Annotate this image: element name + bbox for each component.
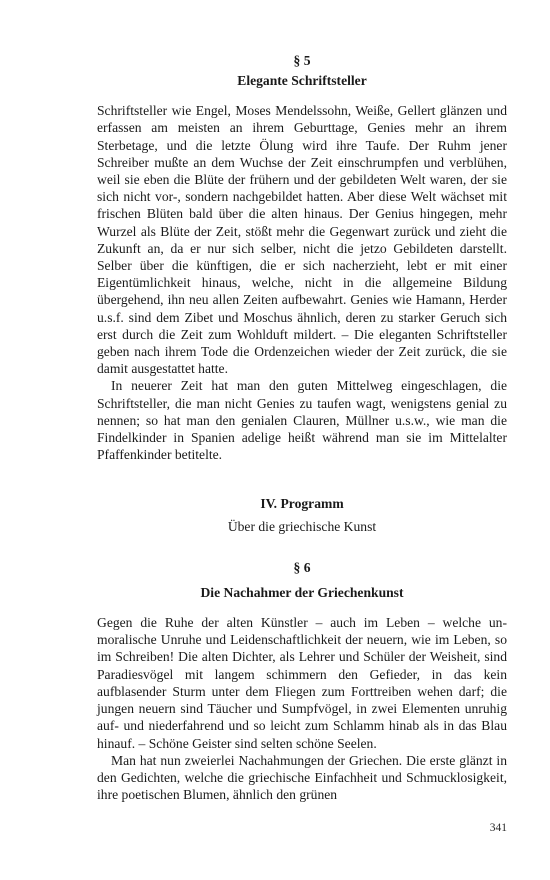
section-5-paragraph-1: Schriftsteller wie Engel, Moses Mendelssohn, Weiße, Gellert glänzen und erfassen am meisten an ihrem Geburttage, Genies mehr an ihrem Sterbetage, und die letzte Ölung wird ihre Taufe. Der Ruhm jener Schreiber mußte an dem Wuchse der Zeit einschrumpfen und verblühen, weil sie eben die Blüte der frühern und der gebildeten Welt waren, der sie sich nicht vor-, sondern nachgebildet hatten. Aber diese Welt wächset mit frischen Blüten bald über die alten hinaus. Der Genius hingegen, mehr Wurzel als Blüte der Zeit, stößt mehr die Gegenwart zurück und zieht die Zukunft an, da er nur sich selber, nicht die jetzo Gebildeten darstellt. Selber über die künftigen, die er sich nacherzieht, lebt er mit einer Eigentümlichkeit hinaus, welche, nicht in die allgemeine Bildung übergehend, ihn neu allen Zeiten aufbewahrt. Genies wie Hamann, Herder u.s.f. sind dem Zibet und Moschus ähnlich, deren zu starker Geruch sich erst durch die Zeit zum Wohlduft mildert. – Die eleganten Schriftsteller geben nach ihrem Tode die Ordenzeichen wieder der Zeit zurück, die sie damit ausgestattet hatte. xyxy=(97,103,507,377)
page-text-block xyxy=(97,52,507,803)
page-number: 341 xyxy=(489,822,507,834)
section-5-title: Elegante Schriftsteller xyxy=(237,73,367,88)
section-6-paragraph-1: Gegen die Ruhe der alten Künstler – auch im Leben – welche unmoralische Unruhe und Leidenschaftlichkeit der neuern, wie im Leben, so im Schreiben! Die alten Dichter, als Lehrer und Schüler der Weisheit, sind Paradiesvögel mit langem schimmern den Gefieder, in das kein aufblasender Sturm unter dem Fliegen zum Forttreiben wehen darf; die jungen neuern sind Täucher und Sumpfvögel, in zwei Elementen unruhig auf- und niederfahrend und so leicht zum Schlamm hinab als in das Blau hinauf. – Schöne Geister sind selten schöne Seelen. xyxy=(97,615,507,751)
section-5-mark: § 5 xyxy=(293,53,311,68)
section-6-mark: § 6 xyxy=(293,559,311,575)
program-subtitle: Über die griechische Kunst xyxy=(227,518,377,534)
program-title: IV. Programm xyxy=(260,496,344,512)
section-6-paragraph-2: Man hat nun zweierlei Nachahmungen der Griechen. Die erste glänzt in den Gedichten, welche die griechische Einfachheit und Schmucklosigkeit, ihre poetischen Blumen, ähnlich den grünen xyxy=(97,752,507,803)
section-5-paragraph-2: In neuerer Zeit hat man den guten Mittelweg eingeschlagen, die Schriftsteller, die man nicht Genies zu taufen wagt, wenigstens genial zu nennen; so hat man den genialen Clauren, Müllner u.s.w., wie man die Findelkinder in Spanien adelige heißt während man sie im Mittelalter Pfaffenkinder betitelte. xyxy=(97,378,507,463)
section-6-title: Die Nachahmer der Griechenkunst xyxy=(200,584,404,600)
